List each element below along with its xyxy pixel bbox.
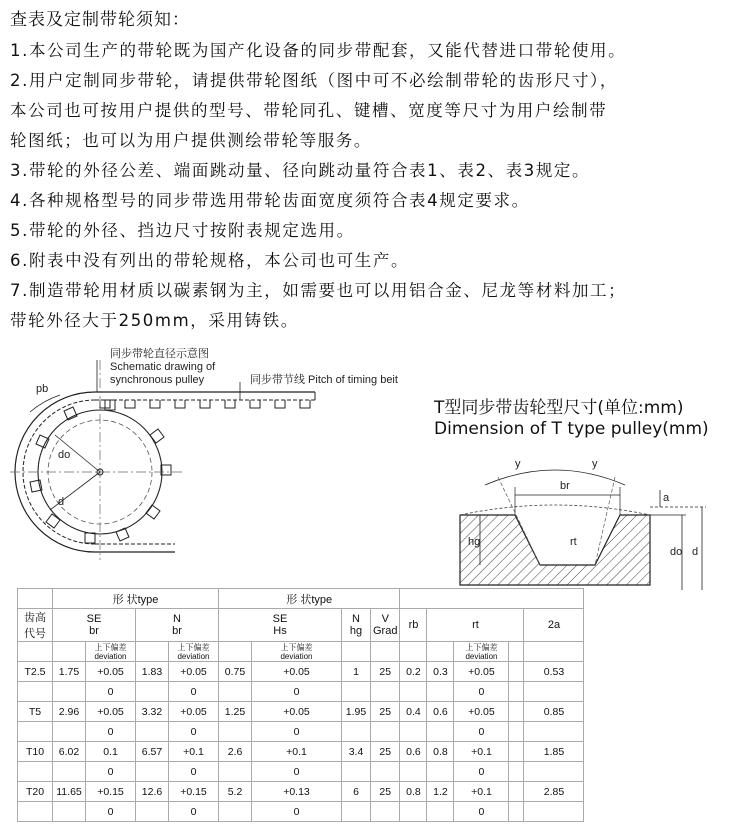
do-label: do — [58, 449, 71, 461]
se-br-header: SE br — [53, 609, 136, 642]
y-label-left: y — [515, 458, 521, 470]
table-row-lower: 0 0 0 0 — [18, 762, 584, 782]
d-label: d — [58, 496, 65, 508]
note-line: 2.用户定制同步带轮，请提供带轮图纸（图中可不必绘制带轮的齿形尺寸）， — [10, 71, 618, 90]
table-row: T20 11.65 +0.15 12.6 +0.15 5.2 +0.13 6 25 0.8 1.2 +0.1 2.85 — [18, 782, 584, 802]
rt-header: rt — [427, 609, 524, 642]
schematic-title-cn: 同步带轮直径示意图 — [110, 348, 209, 360]
table-row-lower: 0 0 0 0 — [18, 682, 584, 702]
note-line: 6.附表中没有列出的带轮规格，本公司也可生产。 — [10, 251, 410, 270]
table-row: T10 6.02 0.1 6.57 +0.1 2.6 +0.1 3.4 25 0.6 0.8 +0.1 1.85 — [18, 742, 584, 762]
table-row: T5 2.96 +0.05 3.32 +0.05 1.25 +0.05 1.95 25 0.4 0.6 +0.05 0.85 — [18, 702, 584, 722]
deviation-label: 上下偏差 deviation — [252, 642, 342, 662]
ordering-notes — [10, 8, 732, 336]
deviation-label: 上下偏差 deviation — [169, 642, 219, 662]
type-header-1: 形 状type — [53, 589, 219, 609]
n-br-header: N br — [136, 609, 219, 642]
note-line: 4.各种规格型号的同步带选用带轮齿面宽度须符合表4规定要求。 — [10, 191, 530, 210]
t-type-spec-table — [17, 588, 584, 822]
notes-title: 查表及定制带轮须知： — [10, 10, 190, 30]
t-type-title-cn: T型同步带齿轮型尺寸(单位:mm) — [434, 398, 684, 418]
pitch-line-label: 同步带节线 Pitch of timing beit — [250, 374, 398, 386]
hg-label: hg — [468, 536, 481, 548]
note-line: 1.本公司生产的带轮既为国产化设备的同步带配套，又能代替进口带轮使用。 — [10, 41, 627, 60]
deviation-row — [18, 642, 584, 662]
2a-header: 2a — [524, 609, 584, 642]
d-label: d — [692, 546, 699, 558]
note-line: 轮图纸；也可以为用户提供测绘带轮等服务。 — [10, 131, 372, 150]
table-row-lower: 0 0 0 0 — [18, 722, 584, 742]
note-line: 3.带轮的外径公差、端面跳动量、径向跳动量符合表1、表2、表3规定。 — [10, 161, 591, 180]
do-label: do — [670, 546, 683, 558]
table-header-row — [18, 609, 584, 642]
table-row: T2.5 1.75 +0.05 1.83 +0.05 0.75 +0.05 1 25 0.2 0.3 +0.05 0.53 — [18, 662, 584, 682]
deviation-label: 上下偏差 deviation — [86, 642, 136, 662]
table-row-lower: 0 0 0 0 — [18, 802, 584, 822]
schematic-title-en-2: synchronous pulley — [110, 374, 205, 386]
se-hs-header: SE Hs — [219, 609, 342, 642]
pb-label: pb — [36, 383, 49, 395]
note-line: 带轮外径大于250mm，采用铸铁。 — [10, 311, 299, 330]
note-line: 本公司也可按用户提供的型号、带轮同孔、键槽、宽度等尺寸为用户绘制带 — [10, 101, 608, 120]
v-header: V Grad — [371, 609, 400, 642]
note-line: 5.带轮的外径、挡边尺寸按附表规定选用。 — [10, 221, 355, 240]
t-type-profile-diagram — [420, 395, 740, 595]
type-header-2: 形 状type — [219, 589, 400, 609]
note-line: 7.制造带轮用材质以碳素钢为主，如需要也可以用铝合金、尼龙等材料加工； — [10, 281, 627, 300]
t-type-title-en: Dimension of T type pulley(mm) — [434, 419, 709, 439]
br-label: br — [560, 480, 570, 492]
rb-header: rb — [400, 609, 427, 642]
n-hg-header: N hg — [342, 609, 371, 642]
deviation-label: 上下偏差 deviation — [454, 642, 509, 662]
table-header-row — [18, 589, 584, 609]
rt-label: rt — [570, 536, 577, 548]
tooth-code-header: 齿高 代号 — [18, 609, 53, 642]
pulley-schematic-diagram — [0, 340, 430, 575]
a-label: a — [663, 492, 670, 504]
schematic-title-en-1: Schematic drawing of — [110, 361, 216, 373]
y-label-right: y — [592, 458, 598, 470]
